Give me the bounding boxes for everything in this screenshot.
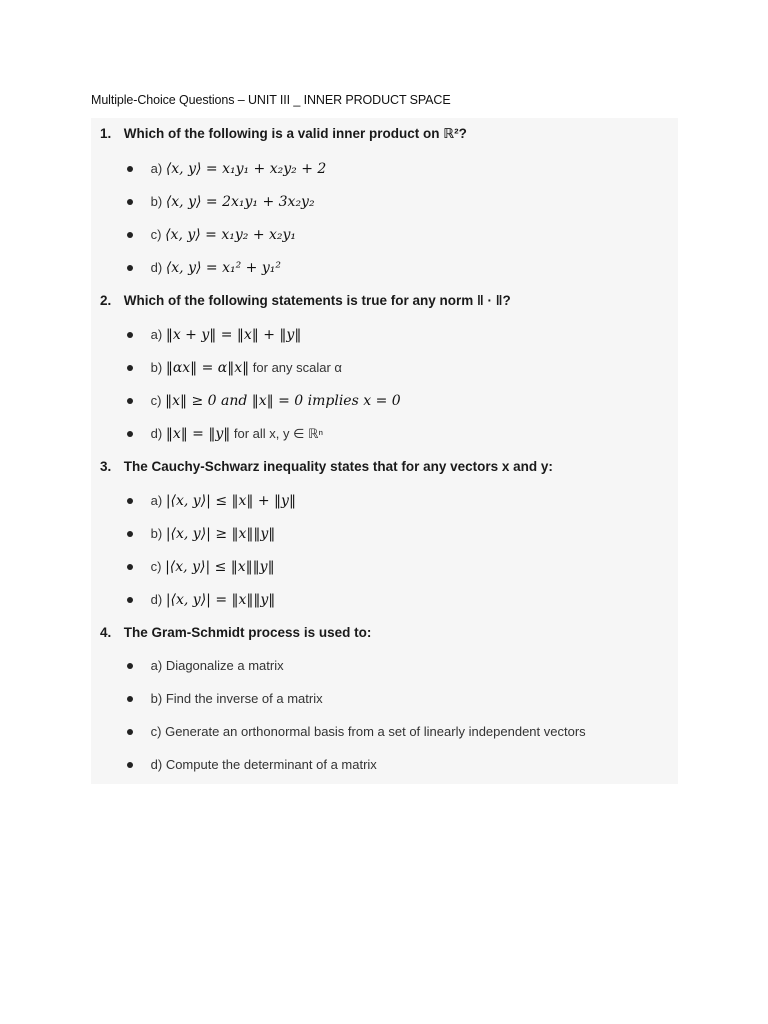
bullet-icon [127,531,133,537]
option-math: |⟨x, y⟩| ≥ ‖x‖‖y‖ [165,526,276,542]
bullet-icon [127,365,133,371]
option-label: b) [150,526,163,541]
option-text: Find the inverse of a matrix [165,691,323,706]
bullet-icon [127,696,133,702]
option-4a [127,658,284,673]
question-number: 2. [100,293,112,308]
document-title: Multiple-Choice Questions – UNIT III _ INNER PRODUCT SPACE [91,93,451,107]
option-label: b) [150,360,163,375]
option-math: |⟨x, y⟩| ≤ ‖x‖‖y‖ [165,559,275,575]
question-text: Which of the following is a valid inner product on ℝ²? [123,126,467,141]
option-label: d) [150,260,163,275]
option-1d [127,260,281,276]
option-math: ⟨x, y⟩ = x₁y₂ + x₂y₁ [165,227,297,243]
option-label: c) [150,724,162,739]
bullet-icon [127,564,133,570]
question-text: Which of the following statements is true for any norm ‖ · ‖? [123,293,511,308]
bullet-icon [127,166,133,172]
question-number: 1. [100,126,112,141]
option-label: c) [150,393,162,408]
option-2d [127,426,323,442]
option-math: ‖x‖ = ‖y‖ [165,426,231,442]
question-3 [100,459,553,474]
bullet-icon [127,265,133,271]
option-math: |⟨x, y⟩| = ‖x‖‖y‖ [165,592,276,608]
option-label: d) [150,592,163,607]
bullet-icon [127,729,133,735]
option-text: for all x, y ∈ ℝⁿ [233,426,324,441]
option-label: d) [150,426,163,441]
option-3d [127,592,275,608]
option-label: a) [150,493,163,508]
question-text: The Cauchy-Schwarz inequality states that for any vectors x and y: [123,459,553,474]
option-math: |⟨x, y⟩| ≤ ‖x‖ + ‖y‖ [165,493,296,509]
option-label: c) [150,559,162,574]
bullet-icon [127,332,133,338]
question-number: 3. [100,459,112,474]
option-3a [127,493,296,509]
questions-panel [91,118,678,784]
question-2 [100,293,511,308]
option-4d [127,757,377,772]
option-text: Diagonalize a matrix [165,658,284,673]
option-label: c) [150,227,162,242]
option-label: b) [150,194,163,209]
option-label: a) [150,658,163,673]
bullet-icon [127,199,133,205]
option-1c [127,227,296,243]
option-2c [127,393,401,409]
option-text: Compute the determinant of a matrix [165,757,377,772]
bullet-icon [127,232,133,238]
bullet-icon [127,663,133,669]
option-text: Generate an orthonormal basis from a set of linearly independent vectors [165,724,586,739]
option-4c [127,724,586,739]
option-2a [127,327,301,343]
option-3c [127,559,275,575]
option-label: a) [150,161,163,176]
bullet-icon [127,762,133,768]
bullet-icon [127,431,133,437]
question-4 [100,625,371,640]
question-text: The Gram-Schmidt process is used to: [123,625,372,640]
option-math: ‖x‖ ≥ 0 and ‖x‖ = 0 implies x = 0 [165,393,401,409]
option-math: ‖x + y‖ = ‖x‖ + ‖y‖ [165,327,302,343]
bullet-icon [127,498,133,504]
option-1a [127,161,326,177]
bullet-icon [127,597,133,603]
option-math: ‖αx‖ = α‖x‖ [165,360,250,376]
question-number: 4. [100,625,112,640]
option-2b [127,360,342,376]
option-3b [127,526,275,542]
option-label: d) [150,757,163,772]
option-1b [127,194,315,210]
option-math: ⟨x, y⟩ = 2x₁y₁ + 3x₂y₂ [165,194,315,210]
option-math: ⟨x, y⟩ = x₁² + y₁² [165,260,281,276]
question-1 [100,126,467,142]
option-math: ⟨x, y⟩ = x₁y₁ + x₂y₂ + 2 [165,161,327,177]
option-label: a) [150,327,163,342]
bullet-icon [127,398,133,404]
option-label: b) [150,691,163,706]
option-text: for any scalar α [252,360,342,375]
option-4b [127,691,323,706]
